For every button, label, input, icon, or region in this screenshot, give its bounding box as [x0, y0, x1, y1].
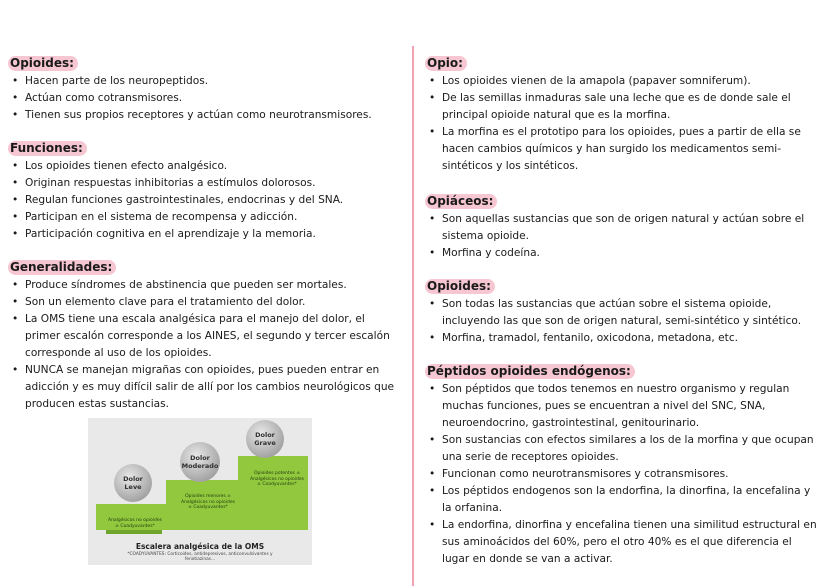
bullet-list: [8, 158, 400, 243]
figure-caption: *COADYUVANTES: Corticoides, antidepresivos, anticonvulsivantes y fenotiazinas...: [127, 552, 273, 562]
section-opioides: [425, 275, 820, 347]
list-item: • Regulan funciones gastrointestinales, endocrinas y del SNA.: [8, 192, 400, 209]
bullet-list: [8, 73, 400, 124]
step-3-circle: [246, 420, 284, 458]
list-item: • Son sustancias con efectos similares a los de la morfina y que ocupan una serie de receptores opioides.: [425, 432, 820, 466]
section-generalidades: [8, 256, 400, 413]
list-item: • NUNCA se manejan migrañas con opioides, pues pueden entrar en adicción y es muy difícil salir de allí por los cambios neurológicos que producen estas sustancias.: [8, 362, 400, 413]
list-item: • La morfina es el prototipo para los opioides, pues a partir de ella se hacen cambios químicos y han surgido los medicamentos semi-sintéticos y los sintéticos.: [425, 124, 820, 175]
step-1-note: Analgésicos no opioides ± Coadyuvantes*: [107, 518, 163, 529]
step-2-circle: [180, 442, 220, 482]
section-heading: Opioides:: [425, 279, 495, 294]
list-item: • De las semillas inmaduras sale una leche que es de donde sale el principal opioide natural que es la morfina.: [425, 90, 820, 124]
list-item: • Son todas las sustancias que actúan sobre el sistema opioide, incluyendo las que son de origen natural, semi-sintético y sintético.: [425, 296, 820, 330]
step-label: Dolor Grave: [254, 431, 276, 447]
section-heading: Funciones:: [8, 141, 87, 156]
list-item: • Morfina y codeína.: [425, 245, 820, 262]
step-label: Dolor Leve: [123, 475, 143, 491]
bullet-list: [425, 73, 820, 175]
section-heading: Opio:: [425, 56, 467, 71]
list-item: • Son un elemento clave para el tratamiento del dolor.: [8, 294, 400, 311]
section-heading: Péptidos opioides endógenos:: [425, 364, 635, 379]
list-item: • Los opioides tienen efecto analgésico.: [8, 158, 400, 175]
bullet-list: [425, 211, 820, 262]
list-item: • Tienen sus propios receptores y actúan como neurotransmisores.: [8, 107, 400, 124]
column-divider: [412, 46, 414, 586]
step-2-note: Opioides menores ± Analgésicos no opioides ± Coadyuvantes*: [180, 494, 236, 510]
step-3-note: Opioides potentes ± Analgésicos no opioides ± Coadyuvantes*: [249, 471, 305, 487]
list-item: • Actúan como cotransmisores.: [8, 90, 400, 107]
list-item: • Funcionan como neurotransmisores y cotransmisores.: [425, 466, 820, 483]
section-opioides-intro: [8, 52, 400, 124]
list-item: • Morfina, tramadol, fentanilo, oxicodona, metadona, etc.: [425, 330, 820, 347]
section-heading: Opioides:: [8, 56, 78, 71]
list-item: • Hacen parte de los neuropeptidos.: [8, 73, 400, 90]
list-item: • Produce síndromes de abstinencia que pueden ser mortales.: [8, 277, 400, 294]
list-item: • Son péptidos que todos tenemos en nuestro organismo y regulan muchas funciones, pues se encuentran a nivel del SNC, SNA, neuroendocrino, gastrointestinal, genitourinario.: [425, 381, 820, 432]
list-item: • Participación cognitiva en el aprendizaje y la memoria.: [8, 226, 400, 243]
step-3: [238, 456, 308, 530]
list-item: • Son aquellas sustancias que son de origen natural y actúan sobre el sistema opioide.: [425, 211, 820, 245]
left-column: [8, 52, 400, 423]
list-item: • Originan respuestas inhibitorias a estímulos dolorosos.: [8, 175, 400, 192]
list-item: • La endorfina, dinorfina y encefalina tienen una similitud estructural en sus aminoácidos del 60%, pero el otro 40% es el que diferencia el lugar en donde se van a activar.: [425, 517, 820, 568]
section-opio: [425, 52, 820, 175]
step-label: Dolor Moderado: [181, 454, 219, 470]
list-item: • Participan en el sistema de recompensa y adicción.: [8, 209, 400, 226]
right-column: [425, 52, 820, 578]
section-heading: Opiáceos:: [425, 194, 497, 209]
step-1-circle: [114, 464, 152, 502]
section-peptidos-opioides: [425, 360, 820, 568]
who-analgesic-ladder-figure: [88, 418, 312, 565]
section-heading: Generalidades:: [8, 260, 116, 275]
list-item: • Los opioides vienen de la amapola (papaver somniferum).: [425, 73, 820, 90]
bullet-list: [8, 277, 400, 413]
list-item: • La OMS tiene una escala analgésica para el manejo del dolor, el primer escalón corresponde a los AINES, el segundo y tercer escalón corresponde al uso de los opioides.: [8, 311, 400, 362]
figure-title: Escalera analgésica de la OMS: [135, 542, 265, 551]
section-funciones: [8, 137, 400, 243]
list-item: • Los péptidos endogenos son la endorfina, la dinorfina, la encefalina y la orfanina.: [425, 483, 820, 517]
section-opiaceos: [425, 190, 820, 262]
bullet-list: [425, 381, 820, 568]
bullet-list: [425, 296, 820, 347]
